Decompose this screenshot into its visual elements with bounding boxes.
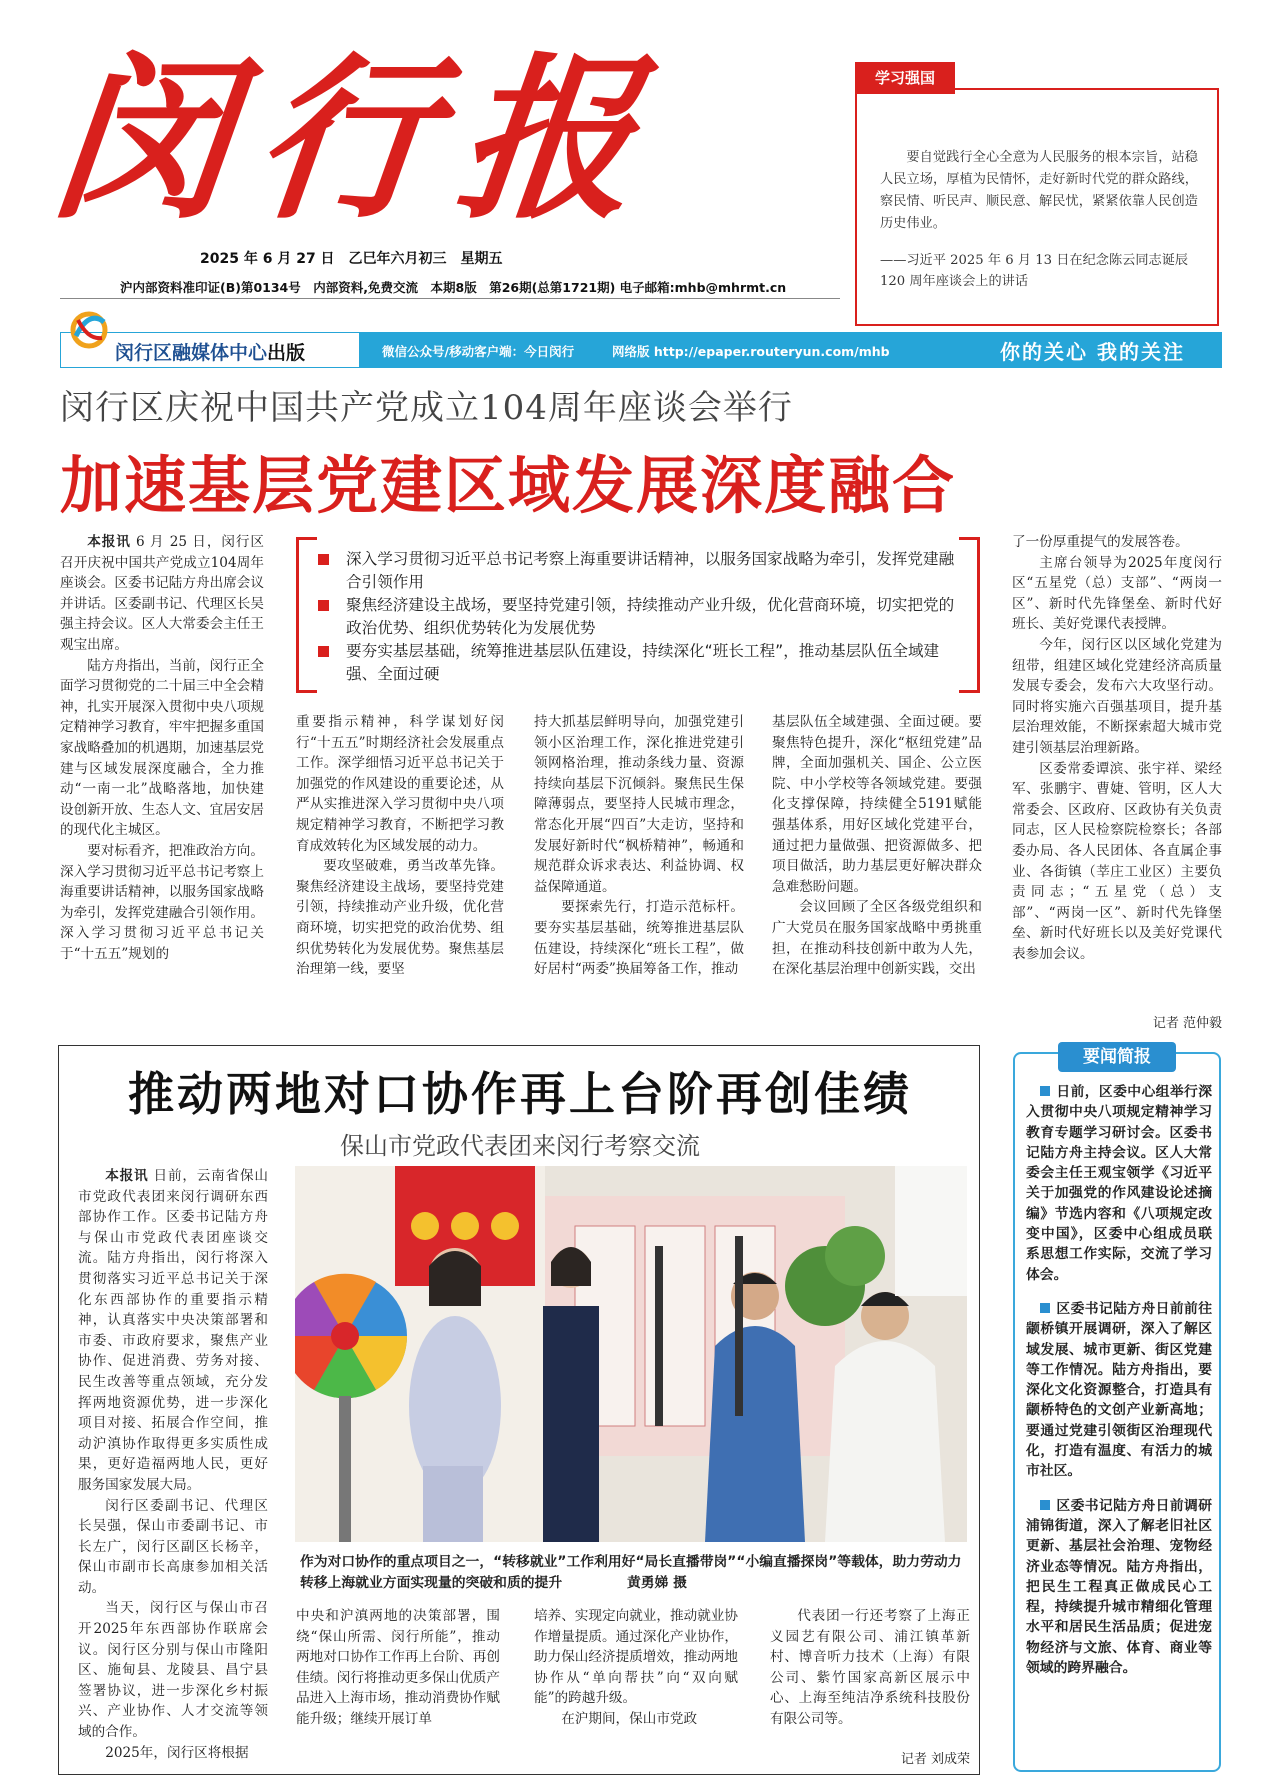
dateline: 2025 年 6 月 27 日 乙巳年六月初三 星期五	[200, 251, 503, 267]
publisher-name	[115, 338, 305, 365]
news-photo	[295, 1166, 967, 1542]
article2-column-2: 中央和沪滇两地的决策部署，围绕“保山所需、闵行所能”，推动两地对口协作工作再上台阶、再创佳绩。闵行将推动更多保山优质产品进入上海市场，推动消费协作赋能升级；继续开展订单	[296, 1608, 500, 1727]
article2-subhead: 保山市党政代表团来闵行考察交流	[340, 1132, 700, 1160]
article1-column-4: 基层队伍全域建强、全面过硬。要聚焦特色提升，深化“枢纽党建”品牌，全面加强机关、国企、公立医院、中小学校等各领域党建。要强化支撑保障，持续健全5191赋能强基体系，用好区域化党建平台，通过把力量做强、把资源做多、把项目做活，助力基层更好解决群众急难愁盼问题。 会议回顾了全区各级党组织和广大党员在服务国家战略中勇挑重担，在推动科技创新中敢为人先，在深化基层治理中创新实践，交出	[772, 714, 982, 978]
article1-kicker: 闵行区庆祝中国共产党成立104周年座谈会举行	[60, 388, 793, 428]
article1-column-1: 本报讯 6 月 25 日，闵行区召开庆祝中国共产党成立104周年座谈会。区委书记陆方舟出席会议并讲话。区委副书记、代理区长吴强主持会议。区人大常委会主任王观宝出席。 陆方舟指出，当前，闵行正全面学习贯彻党的二十届三中全会精神，扎实开展深入贯彻中央八项规定精神学习教育，牢牢把握多重国家战略叠加的机遇期，加速基层党建与区域发展深度融合，全力推动“一南一北”战略落地，加快建设创新开放、生态人文、宜居安居的现代化主城区。 要对标看齐，把准政治方向。深入学习贯彻习近平总书记考察上海重要讲话精神，以服务国家战略为牵引，发挥党建融合引领作用。深入学习贯彻习近平总书记关于“十五五”规划的	[60, 534, 264, 962]
slogan: 你的关心 我的关注	[1000, 340, 1185, 364]
article1-column-5: 了一份厚重提气的发展答卷。 主席台领导为2025年度闵行区“五星党（总）支部”、“两岗一区”、新时代先锋堡垒、新时代好班长、美好党课代表授牌。 今年，闵行区以区域化党建为纽带，组建区域化党建经济高质量发展专委会，发布六大攻坚行动。同时将实施六百强基项目，提升基层治理效能，不断探索超大城市党建引领基层治理新路。 区委常委谭滨、张宇祥、梁经军、张鹏宇、曹婕、管明，区人大常委会、区政府、区政协有关负责同志，区人民检察院检察长；各部委办局、各人民团体、各直属企事业、各街镇（莘庄工业区）主要负责同志；“五星党（总）支部”、“两岗一区”、新时代先锋堡垒、新时代好班长以及美好党课代表参加会议。	[1012, 534, 1222, 962]
article1-byline: 记者 范仲毅	[1152, 1016, 1222, 1031]
key-point: 要夯实基层基础，统筹推进基层队伍建设，持续深化“班长工程”，推动基层队伍全域建强、全面过硬	[318, 640, 958, 686]
web-url: 网络版 http://epaper.routeryun.com/mhb	[612, 344, 890, 359]
article2-byline: 记者 刘成荣	[900, 1752, 970, 1767]
key-points	[318, 548, 958, 686]
dateline-lead: 本报讯	[105, 1168, 149, 1184]
key-point: 聚焦经济建设主战场，要坚持党建引领，持续推动产业升级，优化营商环境，切实把党的政治优势、组织优势转化为发展优势	[318, 594, 958, 640]
dateline-lead: 本报讯	[87, 534, 131, 550]
quote-text: 要自觉践行全心全意为人民服务的根本宗旨，站稳人民立场，厚植为民情怀，走好新时代党的群众路线，察民情、听民声、顺民意、解民忧，紧紧依靠人民创造历史伟业。	[880, 150, 1198, 231]
key-point: 深入学习贯彻习近平总书记考察上海重要讲话精神，以服务国家战略为牵引，发挥党建融合引领作用	[318, 548, 958, 594]
xuexi-logo: 学习强国	[855, 62, 955, 94]
publisher-suffix: 出版	[267, 342, 306, 364]
news-brief-item: 日前，区委中心组举行深入贯彻中央八项规定精神学习教育专题学习研讨会。区委书记陆方舟主持会议。区人大常委会主任王观宝领学《习近平关于加强党的作风建设论述摘编》节选内容和《八项规定改变中国》，区委中心组成员联系思想工作实际，交流了学习体会。	[1026, 1084, 1212, 1283]
article1-headline: 加速基层党建区域发展深度融合	[60, 449, 957, 522]
photo-caption	[300, 1552, 964, 1594]
article2-headline: 推动两地对口协作再上台阶再创佳绩	[128, 1067, 912, 1121]
news-brief-title: 要闻简报	[1058, 1042, 1176, 1072]
caption-text: 作为对口协作的重点项目之一，“转移就业”工作利用好“局长直播带岗”“小编直播探岗”等载体，助力劳动力转移上海就业方面实现量的突破和质的提升	[300, 1554, 962, 1591]
news-brief-item: 区委书记陆方舟日前调研浦锦街道，深入了解老旧社区更新、基层社会治理、宠物经济业态等情况。陆方舟指出，把民生工程真正做成民心工程，持续提升城市精细化管理水平和居民生活品质；促进宠物经济与文旅、体育、商业等领域的跨界融合。	[1026, 1497, 1212, 1677]
news-brief-list	[1026, 1082, 1212, 1692]
news-brief-item: 区委书记陆方舟日前前往颛桥镇开展调研，深入了解区域发展、城市更新、街区党建等工作情况。陆方舟指出，要深化文化资源整合，打造具有颛桥特色的文创产业新高地；要通过党建引领街区治理现代化，打造有温度、有活力的城市社区。	[1026, 1300, 1212, 1480]
media-center-logo-icon	[66, 300, 112, 358]
publisher-label: 闵行区融媒体中心	[115, 342, 268, 364]
article2-column-3: 培养、实现定向就业，推动就业协作增量提质。通过深化产业协作，助力保山经济提质增效，推动两地协作从“单向帮扶”向“双向赋能”的跨越升级。 在沪期间，保山市党政	[534, 1608, 738, 1727]
article1-column-3: 持大抓基层鲜明导向，加强党建引领小区治理工作，深化推进党建引领网格治理，推动条线力量、资源持续向基层下沉倾斜。聚焦民生保障薄弱点，要坚持人民城市理念，常态化开展“四百”大走访，坚持和发展好新时代“枫桥精神”，畅通和规范群众诉求表达、利益协调、权益保障通道。 要探索先行，打造示范标杆。要夯实基层基础，统筹推进基层队伍建设，持续深化“班长工程”，做好居村“两委”换届筹备工作，推动	[534, 714, 744, 978]
article2-column-4: 代表团一行还考察了上海正义园艺有限公司、浦江镇革新村、博音听力技术（上海）有限公司、紫竹国家高新区展示中心、上海至纯洁净系统科技股份有限公司等。	[770, 1608, 970, 1727]
photo-credit: 黄勇娣 摄	[626, 1575, 687, 1591]
article2-column-1: 本报讯 日前，云南省保山市党政代表团来闵行调研东西部协作工作。区委书记陆方舟与保山市党政代表团座谈交流。陆方舟指出，闵行将深入贯彻落实习近平总书记关于深化东西部协作的重要指示精神，认真落实中央决策部署和市委、市政府要求，聚焦产业协作、促进消费、劳务对接、民生改善等重点领域，充分发挥两地资源优势，进一步深化项目对接、拓展合作空间，推动沪滇协作取得更多实质性成果，更好造福两地人民，更好服务国家发展大局。 闵行区委副书记、代理区长吴强，保山市委副书记、市长左广，闵行区副区长杨辛，保山市副市长高康参加相关活动。 当天，闵行区与保山市召开2025年东西部协作联席会议。闵行区分别与保山市隆阳区、施甸县、龙陵县、昌宁县签署协议，进一步深化乡村振兴、产业协作、人才交流等领域的合作。 2025年，闵行区将根据	[78, 1168, 268, 1761]
masthead-title: 闵行报	[44, 36, 672, 243]
quote-source: ——习近平 2025 年 6 月 13 日在纪念陈云同志诞辰 120 周年座谈会上的讲话	[880, 253, 1189, 289]
publication-info: 沪内部资料准印证(B)第0134号 内部资料,免费交流 本期8版 第26期(总第1721期) 电子邮箱:mhb@mhrmt.cn	[120, 280, 787, 295]
article1-column-2: 重要指示精神，科学谋划好闵行“十五五”时期经济社会发展重点工作。深学细悟习近平总书记关于加强党的作风建设的重要论述，从严从实推进深入学习贯彻中央八项规定精神学习教育，不断把学习教育成效转化为区域发展的动力。 要攻坚破难，勇当改革先锋。聚焦经济建设主战场，要坚持党建引领，持续推动产业升级，优化营商环境，切实把党的政治优势、组织优势转化为发展优势。聚焦基层治理第一线，要坚	[296, 714, 504, 978]
wechat-info: 微信公众号/移动客户端：今日闵行	[382, 344, 575, 359]
